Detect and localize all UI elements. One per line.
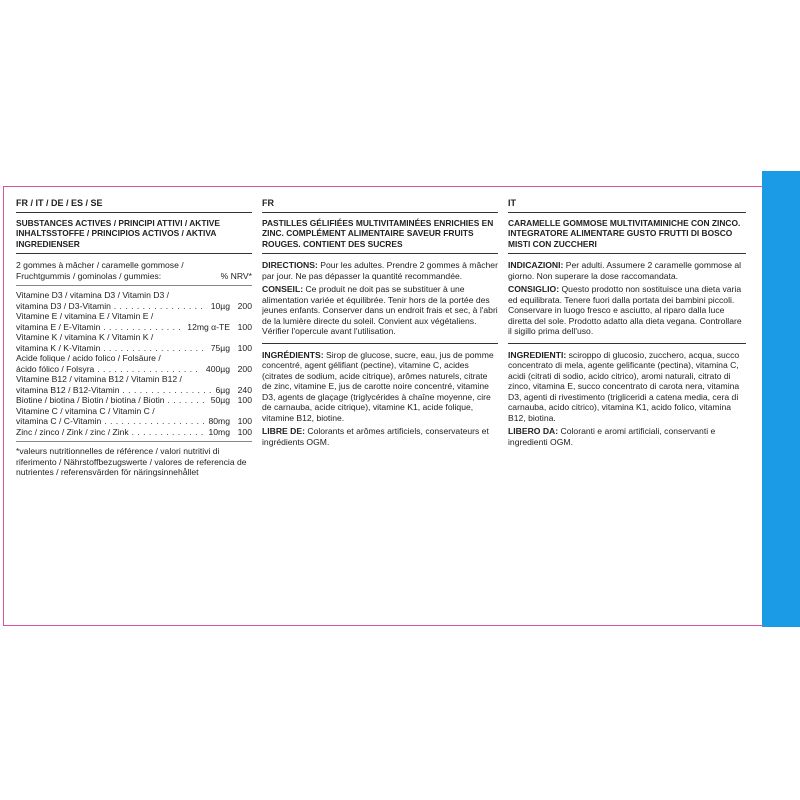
nutrient-amount: 50µg <box>210 395 230 405</box>
advice-text: Questo prodotto non sostituisce una dieta varia ed equilibrata. Tenere fuori dalla portata dei bambini piccoli. Conservare in luogo fresco e asciutto, al riparo dalla luce diretta del sole. Prodotto adatto alla dieta vegana. Controllare il sigillo prima dell'uso. <box>508 284 742 336</box>
nutrient-nrv: 100 <box>237 416 252 426</box>
nutrient-row <box>16 406 252 427</box>
blue-side-band <box>762 171 800 627</box>
nutrient-amount: 400µg <box>205 363 230 374</box>
column-italian <box>508 198 746 450</box>
advice-text: Ce produit ne doit pas se substituer à une alimentation variée et équilibrée. Tenir hors de la portée des jeunes enfants. Conserver dans un endroit frais et sec, à l'abri de la lumière directe du soleil. Convient aux végétaliens. Vérifier l'opercule avant l'utilisation. <box>262 284 498 336</box>
active-substances-title: SUBSTANCES ACTIVES / PRINCIPI ATTIVI / AKTIVE INHALTSSTOFFE / PRINCIPIOS ACTIVOS / AKTIVA INGREDIENSER <box>16 218 252 255</box>
nutrient-amount: 6µg <box>215 384 230 395</box>
nutrient-value-line <box>16 395 252 406</box>
nutrient-amount: 75µg <box>210 342 230 353</box>
nutrient-row <box>16 374 252 395</box>
nutrient-nrv: 200 <box>237 363 252 374</box>
serving-intro <box>16 260 252 281</box>
nutrient-amount: 12mg α-TE <box>187 321 230 332</box>
divider <box>262 343 498 344</box>
nutrient-name-line: Acide folique / acido folico / Folsäure / <box>16 353 161 363</box>
nutrient-value-line <box>16 364 252 375</box>
free-from <box>262 426 498 447</box>
nutrient-row <box>16 427 252 438</box>
free-from-label: LIBRE DE: <box>262 426 305 436</box>
advice <box>262 284 498 337</box>
nutrient-nrv: 200 <box>237 300 252 311</box>
nutrient-name-line: vitamina E / E-Vitamin . . . <box>16 322 183 333</box>
divider <box>16 441 252 442</box>
column-header: FR / IT / DE / ES / SE <box>16 198 252 213</box>
nutrient-nrv: 240 <box>237 384 252 395</box>
nutrient-nrv: 100 <box>237 342 252 353</box>
column-header: IT <box>508 198 746 213</box>
nutrient-name-line: Vitamine E / vitamina E / Vitamin E / <box>16 311 154 321</box>
product-title: CARAMELLE GOMMOSE MULTIVITAMINICHE CON ZINCO. INTEGRATORE ALIMENTARE GUSTO FRUTTI DI BOSCO MISTI CON ZUCCHERI <box>508 218 746 255</box>
free-from <box>508 426 746 447</box>
nutrient-nrv: 100 <box>237 321 252 332</box>
ingredients-text: Sirop de glucose, sucre, eau, jus de pomme concentré, agent gélifiant (pectine), vitamine C, acides (citrates de sodium, acide citrique), arômes naturels, citrate de zinc, vitamine E, jus de carotte noire concentré, vitamine D3, agents de glaçage (triglycérides à chaîne moyenne, cire de carnauba, acide citrique), vitamine K1, acide folique, vitamine B12, biotine. <box>262 349 494 423</box>
advice-label: CONSIGLIO: <box>508 284 560 294</box>
free-from-label: LIBERO DA: <box>508 426 559 436</box>
nrv-footnote: *valeurs nutritionnelles de référence / valori nutritivi di riferimento / Nährstoffbezugswerte / valores de referencia de nutrientes / referensvärden för näringsinnehållet <box>16 446 247 477</box>
nutrient-value-line <box>16 301 252 312</box>
nutrient-nrv: 100 <box>237 395 252 405</box>
nrv-header: % NRV* <box>220 270 252 281</box>
nutrient-name-line: vitamina C / C-Vitamin . . . <box>16 416 205 427</box>
nutrient-name-line: Biotine / biotina / Biotin / biotina / Biotin . . . <box>16 395 207 406</box>
nutrient-value-line <box>16 427 252 438</box>
nutrient-list <box>16 290 252 437</box>
nutrient-value-line <box>16 322 252 333</box>
nutrient-amount: 80mg <box>208 416 230 426</box>
nutrient-value-line <box>16 385 252 396</box>
nutrient-row <box>16 332 252 353</box>
ingredients <box>262 350 498 424</box>
nutrient-name-line: vitamina B12 / B12-Vitamin . . . <box>16 385 211 396</box>
nutrient-row <box>16 353 252 374</box>
directions-text: Pour les adultes. Prendre 2 gommes à mâcher par jour. Ne pas dépasser la quantité recommandée. <box>262 260 498 281</box>
nutrient-name-line: vitamina K / K-Vitamin . . . <box>16 343 207 354</box>
nutrient-name-line: Vitamine K / vitamina K / Vitamin K / <box>16 332 154 342</box>
product-label-panel <box>3 186 763 626</box>
nutrient-row <box>16 395 252 406</box>
nutrient-amount: 10mg <box>208 426 230 437</box>
nutrient-nrv: 100 <box>237 426 252 437</box>
advice <box>508 284 746 337</box>
column-header: FR <box>262 198 498 213</box>
nutrient-name-line: Vitamine C / vitamina C / Vitamin C / <box>16 405 155 416</box>
ingredients-label: INGRÉDIENTS: <box>262 349 324 360</box>
nutrient-name-line: vitamina D3 / D3-Vitamin . . . <box>16 301 207 312</box>
advice-label: CONSEIL: <box>262 284 304 294</box>
nutrient-name-line: Vitamine B12 / vitamina B12 / Vitamin B12 / <box>16 374 182 384</box>
nutrient-row <box>16 311 252 332</box>
ingredients-label: INGREDIENTI: <box>508 349 567 360</box>
divider <box>508 343 746 344</box>
nutrient-value-line <box>16 416 252 427</box>
ingredients <box>508 350 746 424</box>
nutrient-value-line <box>16 343 252 354</box>
directions-text: Per adulti. Assumere 2 caramelle gommose al giorno. Non superare la dose raccomandata. <box>508 260 742 281</box>
directions-label: DIRECTIONS: <box>262 260 318 270</box>
directions-label: INDICAZIONI: <box>508 260 564 270</box>
free-from-text: Coloranti e aromi artificiali, conservanti e ingredienti OGM. <box>508 426 716 447</box>
nutrient-name-line: ácido fólico / Folsyra . . . <box>16 364 202 375</box>
column-multilang-actives <box>16 198 252 478</box>
serving-text: 2 gommes à mâcher / caramelle gommose / Fruchtgummis / gominolas / gummies: <box>16 260 184 281</box>
product-title: PASTILLES GÉLIFIÉES MULTIVITAMINÉES ENRICHIES EN ZINC. COMPLÉMENT ALIMENTAIRE SAVEUR FRUITS ROUGES. CONTIENT DES SUCRES <box>262 218 498 255</box>
directions <box>262 260 498 281</box>
ingredients-text: sciroppo di glucosio, zucchero, acqua, succo concentrato di mela, agente gelificante (pectina), vitamina C, acidi (citrati di sodio, acido citrico), aromi naturali, citrato di zinco, vitamina E, succo concentrato di carota nera, vitamina D3, agenti di rivestimento (trigliceridi a catena media, cera di carnauba, acido citrico), vitamina K1, acido folico, vitamina B12, biotina. <box>508 349 740 423</box>
free-from-text: Colorants et arômes artificiels, conservateurs et ingrédients OGM. <box>262 426 489 447</box>
divider <box>16 285 252 286</box>
column-french <box>262 198 498 450</box>
nutrient-row <box>16 290 252 311</box>
directions <box>508 260 746 281</box>
nutrient-amount: 10µg <box>210 300 230 311</box>
nutrient-name-line: Vitamine D3 / vitamina D3 / Vitamin D3 / <box>16 290 170 300</box>
nutrient-name-line: Zinc / zinco / Zink / zinc / Zink . . . <box>16 427 205 438</box>
